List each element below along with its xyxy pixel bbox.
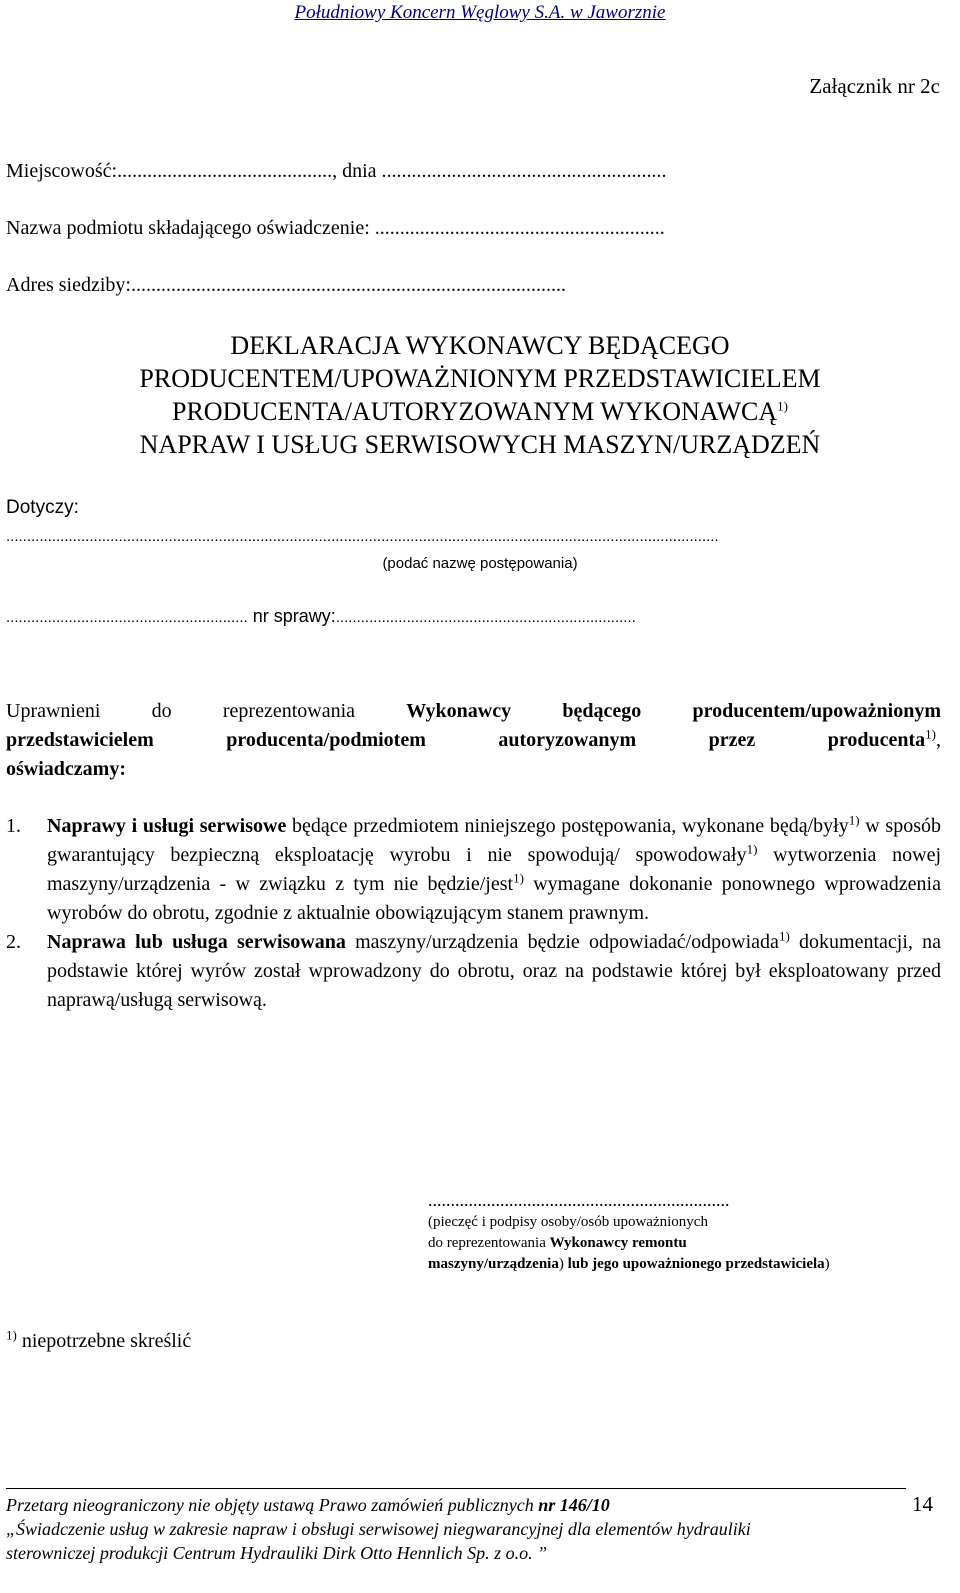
concerns-field[interactable]: ........................................................................................................................................................................... <box>6 528 719 545</box>
declaration-title <box>0 329 960 461</box>
address-line <box>6 271 566 300</box>
date-field[interactable]: ......................................................... <box>381 160 667 182</box>
list-item: 1. Naprawy i usługi serwisowe będące przedmiotem niniejszego postępowania, wykonane będą/były$^{1)}$ w sposób gwarantujący bezpieczną eksploatację wyrobu i nie spowodują/ spowodowały$^{1)}$ wytworzenia nowej maszyny/urządzenia - w związku z tym nie będzie/jest$^{1)}$ wymagane dokonanie ponownego wprowadzenia wyrobów do obrotu, zgodnie z aktualnie obowiązującym stanem prawnym. <box>6 812 941 924</box>
footnote-text: niepotrzebne skreślić <box>16 1330 192 1352</box>
numbered-list <box>6 812 941 1015</box>
title-footnote-ref: 1) <box>777 398 788 414</box>
signature-caption-3: maszyny/urządzenia) lub jego upoważnionego przedstawiciela) <box>428 1256 830 1272</box>
company-header: Południowy Koncern Węglowy S.A. w Jaworznie <box>294 2 666 23</box>
address-field[interactable]: ....................................................................................... <box>130 274 566 296</box>
footer <box>6 1493 941 1565</box>
entity-field[interactable]: .......................................................... <box>374 217 665 239</box>
title-line-3: PRODUCENTA/AUTORYZOWANYM WYKONAWCĄ$^{1)}$ <box>172 397 788 426</box>
signature-caption-1: (pieczęć i podpisy osoby/osób upoważnionych <box>428 1214 708 1230</box>
signature-field[interactable]: ................................................................... <box>428 1190 730 1210</box>
place-field[interactable]: ........................................... <box>117 160 333 182</box>
page-number: 14 <box>912 1492 933 1516</box>
intro-paragraph <box>6 697 941 784</box>
title-line-2: PRODUCENTEM/UPOWAŻNIONYM PRZEDSTAWICIELEM <box>139 364 821 393</box>
footer-rule <box>6 1488 906 1489</box>
title-line-1: DEKLARACJA WYKONAWCY BĘDĄCEGO <box>230 331 730 360</box>
intro-line-1: Uprawnieni do reprezentowania Wykonawcy będącego producentem/upoważnionym <box>6 700 941 722</box>
title-line-4: NAPRAW I USŁUG SERWISOWYCH MASZYN/URZĄDZEŃ <box>139 430 821 459</box>
case-left-field[interactable]: .......................................................... <box>6 609 248 626</box>
place-label: Miejscowość: <box>6 160 118 182</box>
concerns-caption: (podać nazwę postępowania) <box>382 555 578 572</box>
case-number-field[interactable]: ........................................................................ <box>335 609 636 626</box>
list-item-number: 2. <box>6 931 21 953</box>
footer-line-2: „Świadczenie usług w zakresie napraw i obsługi serwisowej niegwarancyjnej dla elementów hydrauliki <box>6 1519 751 1539</box>
place-date-line <box>6 157 667 186</box>
concerns-label: Dotyczy: <box>6 497 79 518</box>
list-item: 2. Naprawa lub usługa serwisowana maszyny/urządzenia będzie odpowiadać/odpowiada$^{1)}$ dokumentacji, na podstawie której wyrów został wprowadzony do obrotu, oraz na podstawie której był eksploatowany przed naprawą/usługą serwisową. <box>6 928 941 1011</box>
case-label: nr sprawy: <box>247 606 336 626</box>
list-item-number: 1. <box>6 815 21 837</box>
footer-line-1: Przetarg nieograniczony nie objęty ustawą Prawo zamówień publicznych nr 146/10 <box>6 1495 610 1515</box>
footnote-marker: 1) <box>6 1327 17 1343</box>
intro-line-3: oświadczamy: <box>6 758 126 780</box>
case-line <box>6 606 636 627</box>
address-label: Adres siedziby: <box>6 274 131 296</box>
intro-line-2: przedstawicielem producenta/podmiotem autoryzowanym przez producenta$^{1)}$, <box>6 726 941 751</box>
footer-line-3: sterowniczej produkcji Centrum Hydrauliki Dirk Otto Hennlich Sp. z o.o. ” <box>6 1543 548 1563</box>
signature-block <box>428 1188 938 1275</box>
signature-caption-2: do reprezentowania Wykonawcy remontu <box>428 1235 687 1251</box>
entity-line <box>6 214 665 243</box>
attachment-label: Załącznik nr 2c <box>809 74 940 98</box>
entity-label: Nazwa podmiotu składającego oświadczenie: <box>6 217 370 239</box>
date-label: , dnia <box>332 160 377 182</box>
footnote <box>6 1327 192 1353</box>
